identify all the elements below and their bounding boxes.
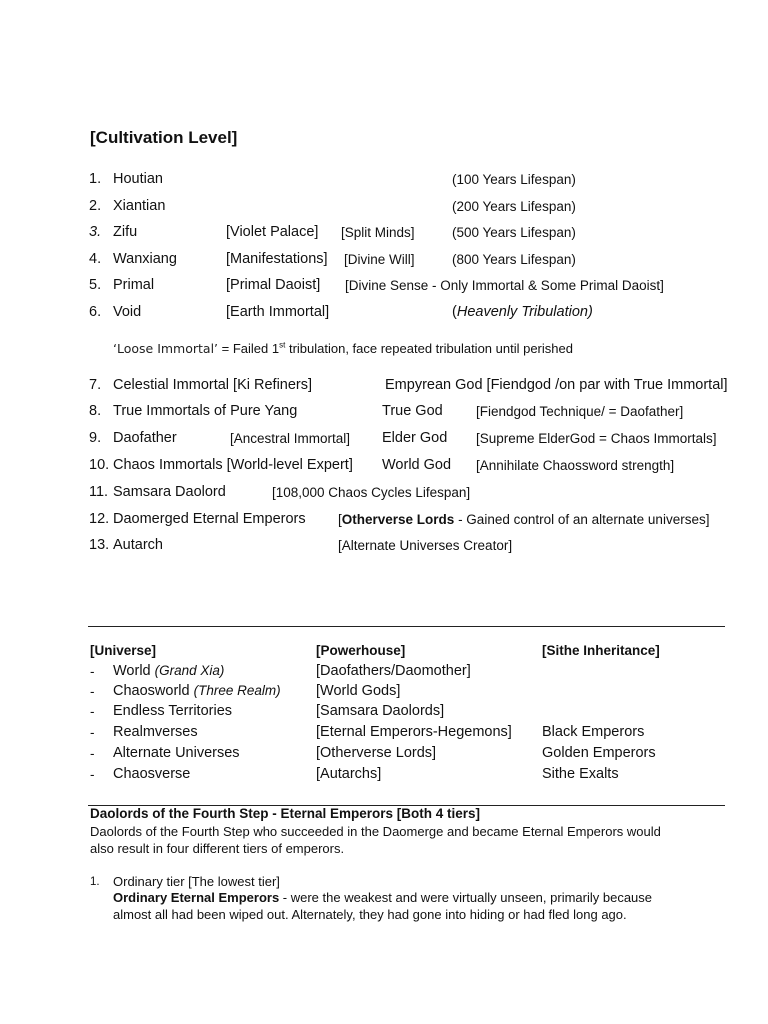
dash: - — [90, 704, 95, 719]
universe-cell: Alternate Universes — [113, 745, 240, 761]
level-name: Chaos Immortals [World-level Expert] — [113, 457, 353, 473]
otherverse-note — [338, 512, 709, 527]
level-number: 9. — [89, 430, 102, 446]
level-title: [Alternate Universes Creator] — [338, 538, 513, 553]
powerhouse-cell: [Eternal Emperors-Hegemons] — [316, 724, 512, 740]
tier-title: Ordinary tier [The lowest tier] — [113, 874, 280, 889]
section-title: [Cultivation Level] — [90, 128, 238, 147]
level-title: [Earth Immortal] — [226, 304, 330, 320]
powerhouse-cell: [Daofathers/Daomother] — [316, 663, 471, 679]
level-number: 4. — [89, 251, 102, 267]
god-name: Elder God — [382, 430, 448, 446]
level-number: 3. — [89, 224, 102, 240]
god-name: Empyrean God [Fiendgod /on par with True Immortal] — [385, 377, 728, 393]
divider — [88, 805, 725, 806]
level-lifespan: (800 Years Lifespan) — [452, 252, 576, 267]
col-header-universe: [Universe] — [90, 643, 157, 658]
tier-name: Ordinary Eternal Emperors — [113, 890, 280, 905]
level-name: Celestial Immortal [Ki Refiners] — [113, 377, 313, 393]
list-number: 1. — [90, 876, 100, 888]
sithe-cell: Golden Emperors — [542, 745, 656, 761]
level-number: 7. — [89, 377, 102, 393]
level-ability: [Split Minds] — [341, 225, 415, 240]
level-name: Houtian — [113, 171, 163, 187]
level-title: [Primal Daoist] — [226, 277, 321, 293]
loose-quote: ‘Loose Immortal’ — [113, 341, 219, 356]
loose-text1: = Failed 1 — [218, 341, 280, 356]
powerhouse-cell: [World Gods] — [316, 683, 401, 699]
universe-cell — [113, 663, 224, 679]
loose-immortal-note — [113, 341, 573, 356]
level-name: Primal — [113, 277, 155, 293]
powerhouse-cell: [Autarchs] — [316, 766, 382, 782]
level-name: Autarch — [113, 537, 163, 553]
universe-cell: Endless Territories — [113, 703, 233, 719]
tier-description-line2: almost all had been wiped out. Alternately, they had gone into hiding or had fled long ago. — [113, 907, 627, 922]
level-lifespan: (100 Years Lifespan) — [452, 172, 576, 187]
level-name: Xiantian — [113, 198, 166, 214]
tribulation-text: Heavenly Tribulation) — [456, 304, 593, 320]
dash: - — [90, 767, 95, 782]
god-name: World God — [382, 457, 452, 473]
universe-cell — [113, 683, 281, 699]
level-name: Samsara Daolord — [113, 484, 226, 500]
loose-text2: tribulation, face repeated tribulation until perished — [285, 341, 573, 356]
daolords-paragraph-line1: Daolords of the Fourth Step who succeeded in the Daomerge and became Eternal Emperors would — [90, 824, 661, 839]
bracket-open: [ — [338, 512, 342, 527]
powerhouse-cell: [Otherverse Lords] — [316, 745, 437, 761]
level-ability: [Divine Will] — [344, 252, 415, 267]
level-number: 5. — [89, 277, 102, 293]
daolords-paragraph-line2: also result in four different tiers of emperors. — [90, 841, 345, 856]
level-lifespan: (500 Years Lifespan) — [452, 225, 576, 240]
level-number: 13. — [89, 537, 110, 553]
level-number: 8. — [89, 403, 102, 419]
level-number: 10. — [89, 457, 110, 473]
sithe-cell: Black Emperors — [542, 724, 645, 740]
level-name: Daofather — [113, 430, 177, 446]
tier-text: - were the weakest and were virtually unseen, primarily because — [279, 890, 653, 905]
level-number: 6. — [89, 304, 102, 320]
col-header-sithe: [Sithe Inheritance] — [542, 643, 660, 658]
otherverse-lords: Otherverse Lords — [341, 512, 455, 527]
universe-name: World — [113, 663, 155, 679]
universe-alias: (Three Realm) — [193, 683, 281, 698]
dash: - — [90, 684, 95, 699]
level-title: [Manifestations] — [226, 251, 328, 267]
divider — [88, 626, 725, 627]
universe-cell: Realmverses — [113, 724, 198, 740]
god-note: [Fiendgod Technique/ = Daofather] — [476, 404, 684, 419]
level-lifespan: (200 Years Lifespan) — [452, 199, 576, 214]
level-name: Void — [113, 304, 142, 320]
universe-alias: (Grand Xia) — [154, 663, 225, 678]
level-number: 2. — [89, 198, 102, 214]
level-number: 11. — [89, 484, 109, 500]
paren-open: ( — [452, 304, 457, 320]
level-name: Daomerged Eternal Emperors — [113, 511, 306, 527]
tier-description-line1 — [113, 890, 652, 905]
universe-name: Chaosworld — [113, 683, 194, 699]
level-tribulation — [452, 304, 593, 320]
col-header-powerhouse: [Powerhouse] — [316, 643, 406, 658]
universe-cell: Chaosverse — [113, 766, 191, 782]
level-title: [Ancestral Immortal] — [230, 431, 351, 446]
god-note: [Supreme ElderGod = Chaos Immortals] — [476, 431, 717, 446]
dash: - — [90, 664, 95, 679]
loose-sup: st — [279, 340, 286, 350]
god-note: [Annihilate Chaossword strength] — [476, 458, 675, 473]
daolords-heading: Daolords of the Fourth Step - Eternal Emperors [Both 4 tiers] — [90, 806, 481, 821]
dash: - — [90, 746, 95, 761]
level-name: Wanxiang — [113, 251, 177, 267]
god-name: True God — [382, 403, 443, 419]
level-title: [Violet Palace] — [226, 224, 319, 240]
level-name: Zifu — [113, 224, 138, 240]
sithe-cell: Sithe Exalts — [542, 766, 619, 782]
otherverse-rest: - Gained control of an alternate universes] — [454, 512, 710, 527]
level-name: True Immortals of Pure Yang — [113, 403, 298, 419]
powerhouse-cell: [Samsara Daolords] — [316, 703, 445, 719]
level-ability: [Divine Sense - Only Immortal & Some Primal Daoist] — [345, 278, 664, 293]
level-number: 12. — [89, 511, 110, 527]
level-lifespan: [108,000 Chaos Cycles Lifespan] — [272, 485, 471, 500]
dash: - — [90, 725, 95, 740]
level-number: 1. — [89, 171, 102, 187]
